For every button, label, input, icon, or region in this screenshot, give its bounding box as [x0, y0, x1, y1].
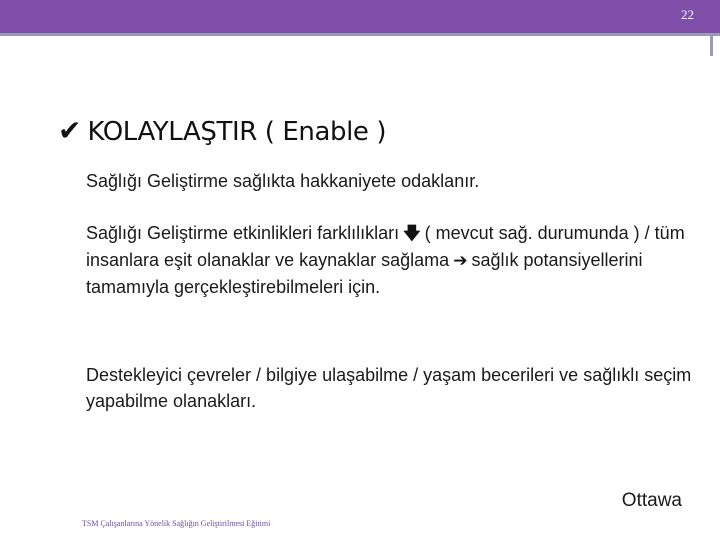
slide-number: 22	[681, 7, 694, 22]
paragraph-activities-part3: sağlık potansiyellerini tamamıyla gerçekleştirebilmeleri için.	[86, 250, 643, 297]
arrow-down-icon: 🡇	[403, 224, 421, 244]
paragraph-equity: Sağlığı Geliştirme sağlıkta hakkaniyete odaklanır.	[86, 171, 480, 191]
slide-title: KOLAYLAŞTIR ( Enable )	[87, 117, 387, 147]
slide-title-row	[58, 112, 386, 152]
ottawa-label: Ottawa	[621, 490, 682, 511]
header-bar	[0, 0, 720, 33]
paragraph-activities-part1: Sağlığı Geliştirme etkinlikleri farklılıkları	[86, 223, 400, 243]
footer-note: TSM Çalışanlarına Yönelik Sağlığın Geliştirilmesi Eğitimi	[82, 519, 271, 528]
paragraph-activities-part2: ( mevcut sağ. durumunda ) / tüm insanlara eşit olanaklar ve kaynaklar sağlama	[86, 223, 685, 270]
check-mark-icon: ✔	[58, 114, 82, 147]
paragraph-activities	[86, 220, 696, 300]
paragraph-supportive-environments: Destekleyici çevreler / bilgiye ulaşabilme / yaşam becerileri ve sağlıklı seçim yapabilme olanakları.	[86, 365, 692, 411]
right-accent-stripe	[710, 36, 713, 56]
header-stripe	[0, 33, 720, 36]
arrow-right-icon: ➔	[453, 251, 468, 271]
